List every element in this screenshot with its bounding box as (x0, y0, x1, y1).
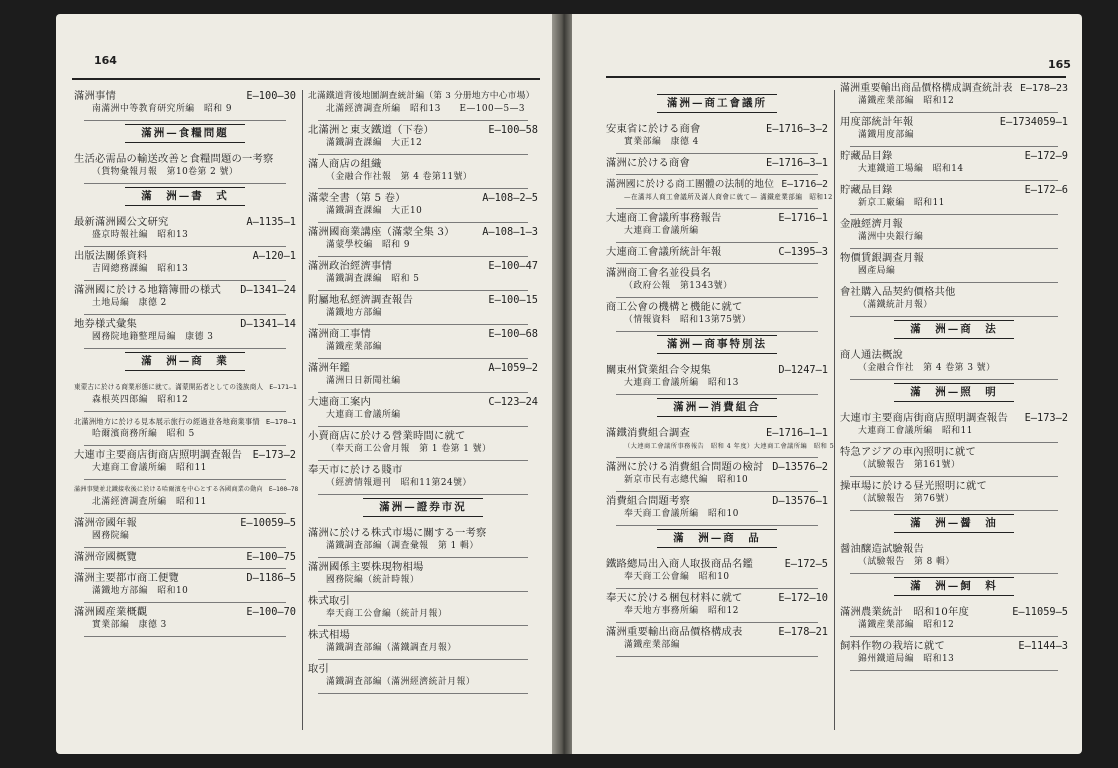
entry-title: 滿洲年鑑 (308, 362, 350, 374)
entry-call-number: C—1395—3 (778, 246, 828, 258)
catalog-entry (74, 153, 296, 179)
entry-publisher: 滿鐵地方部編 昭和10 (92, 586, 189, 596)
left-col-1 (74, 90, 299, 640)
entry-title: 用度部統計年報 (840, 116, 914, 128)
entry-call-number: E—1716—3—2 (766, 123, 828, 135)
entry-title: 北滿鐵道背後地圖調査統計編（第 3 分册地方中心市場） (308, 91, 535, 101)
entry-underline (84, 411, 286, 412)
entry-underline (850, 476, 1058, 477)
entry-underline (850, 146, 1058, 147)
entry-publisher: （金融合作社報 第 4 卷第11號） (326, 172, 473, 182)
entry-publisher: 實業部編 康德 4 (624, 137, 699, 147)
section-heading: 滿洲—證券市況 (363, 498, 483, 517)
catalog-entry (840, 543, 1068, 569)
entry-underline (850, 316, 1058, 317)
catalog-entry (74, 572, 296, 598)
catalog-entry (606, 123, 828, 149)
entry-title: 奉天に於ける梱包材料に就て (606, 592, 743, 604)
entry-call-number: A—108—2—5 (482, 192, 538, 204)
entry-title: 北滿洲と東支鐵道（下卷） (308, 124, 434, 136)
catalog-entry (606, 427, 835, 453)
entry-publisher: 滿鐵調査部編（滿洲經濟統計月報） (326, 677, 476, 687)
entry-publisher: 國產局編 (858, 266, 896, 276)
entry-publisher: 滿鐵産業部編 (624, 640, 680, 650)
catalog-entry (606, 461, 828, 487)
entry-publisher: 滿洲日日新聞社編 (326, 376, 401, 386)
entry-call-number: E—1716—1—1 (766, 427, 828, 439)
entry-publisher: 北滿經濟調査所編 昭和13 E—100—5—3 (326, 104, 526, 114)
top-rule-right (606, 76, 1066, 78)
entry-publisher: 國務院編（統計時報） (326, 575, 420, 585)
catalog-entry (308, 396, 538, 422)
entry-title: 奉天市に於ける賤市 (308, 464, 403, 476)
entry-publisher: 奉天商工公會編 昭和10 (624, 572, 730, 582)
catalog-entry (308, 124, 538, 150)
entry-underline (616, 242, 818, 243)
catalog-entry (840, 446, 1068, 472)
entry-publisher: 實業部編 康德 3 (92, 620, 167, 630)
entry-call-number: E—100—30 (246, 90, 296, 102)
catalog-entry (74, 381, 296, 407)
entry-title: 大連市主要商店街商店照明調查報告 (840, 412, 1008, 424)
catalog-entry (308, 328, 538, 354)
entry-publisher: 大連商工會議所編 昭和11 (92, 463, 207, 473)
entry-call-number: E—100—15 (488, 294, 538, 306)
entry-underline (850, 573, 1058, 574)
entry-title: 滿洲事變並北鐵接收後に於ける哈爾濱を中心とする各國商業の動向 (74, 486, 263, 493)
entry-underline (850, 442, 1058, 443)
entry-publisher: 滿鐵調査課編 大正10 (326, 206, 423, 216)
entry-underline (84, 183, 286, 184)
entry-publisher: 滿洲中央銀行編 (858, 232, 924, 242)
entry-call-number: E—172—9 (1024, 150, 1068, 162)
entry-title: 滿洲主要都市商工便覽 (74, 572, 179, 584)
entry-title: 滿洲國商業講座（滿蒙全集 3） (308, 226, 455, 238)
entry-call-number: D—13576—1 (772, 495, 828, 507)
entry-publisher: 奉天商工會議所編 昭和10 (624, 509, 739, 519)
entry-title: 大連商工案内 (308, 396, 371, 408)
entry-call-number: D—1247—1 (778, 364, 828, 376)
entry-publisher: （奉天商工公會月報 第 1 卷第 1 號） (326, 444, 492, 454)
catalog-entry (308, 294, 538, 320)
entry-publisher: 大連商工會議所編 昭和11 (858, 426, 973, 436)
entry-publisher: 滿鐵地方部編 (326, 308, 382, 318)
entry-publisher: 滿鐵産業部編 昭和12 (858, 96, 955, 106)
entry-call-number: A—1059—2 (488, 362, 538, 374)
entry-publisher: （貨物彙報月報 第10卷第 2 號） (92, 167, 239, 177)
entry-call-number: E—100—78 (268, 486, 299, 493)
entry-title: 滿洲商工事情 (308, 328, 371, 340)
entry-underline (850, 670, 1058, 671)
entry-underline (318, 324, 528, 325)
entry-publisher: 錦州鐵道局編 昭和13 (858, 654, 955, 664)
entry-title: 滿洲國係主要株現物相場 (308, 561, 424, 573)
catalog-entry (74, 517, 296, 543)
right-col-1 (606, 90, 835, 660)
catalog-entry (606, 246, 828, 259)
entry-publisher: 滿鐵産業部編 昭和12 (858, 620, 955, 630)
entry-call-number: E—100—47 (488, 260, 538, 272)
entry-underline (616, 208, 818, 209)
entry-title: 滿洲國に於ける地籍簿冊の様式 (74, 284, 221, 296)
entry-underline (318, 460, 528, 461)
entry-title: 消費組合問題考察 (606, 495, 690, 507)
entry-title: 滿洲事情 (74, 90, 116, 102)
catalog-entry (74, 449, 296, 475)
entry-publisher: 大連商工會議所編 昭和13 (624, 378, 739, 388)
entry-underline (616, 331, 818, 332)
entry-underline (850, 510, 1058, 511)
catalog-entry (606, 301, 828, 327)
entry-underline (318, 188, 528, 189)
catalog-entry (308, 192, 538, 218)
entry-underline (850, 214, 1058, 215)
entry-title: 滿洲國に於ける商工團體の法制的地位 (606, 179, 775, 190)
left-col-2 (308, 90, 538, 697)
entry-call-number: E—1716—2 (781, 179, 828, 190)
entry-call-number: E—1716—1 (778, 212, 828, 224)
entry-call-number: E—10059—5 (240, 517, 296, 529)
entry-title: 東蒙古に於ける商業形態に就て。滿蒙開拓者としての淺族商人 (74, 383, 264, 391)
right-col-2 (840, 82, 1068, 674)
catalog-entry (606, 558, 828, 584)
entry-underline (616, 622, 818, 623)
catalog-entry (74, 250, 296, 276)
entry-call-number: E—1734059—1 (999, 116, 1068, 128)
section-heading: 滿 洲—醤 油 (894, 514, 1014, 533)
column-divider (302, 90, 303, 730)
entry-title: 滿洲重要輸出商品價格構成表 (606, 626, 743, 638)
entry-publisher: 大連鐵道工場編 昭和14 (858, 164, 964, 174)
catalog-entry (840, 349, 1068, 375)
entry-call-number: E—1144—3 (1018, 640, 1068, 652)
entry-title: 鐵路總局出入商人取扱商品名鑑 (606, 558, 753, 570)
entry-call-number: E—11059—5 (1012, 606, 1068, 618)
catalog-entry (840, 606, 1068, 632)
entry-underline (84, 445, 286, 446)
catalog-entry (74, 415, 296, 441)
entry-publisher: 大連商工會議所編 (326, 410, 401, 420)
entry-publisher: 北滿經濟調査所編 昭和11 (92, 497, 207, 507)
entry-title: 生活必需品の輸送改善と食糧問題の一考察 (74, 153, 274, 165)
entry-publisher: 滿鐵調査部編（滿鐵調査月報） (326, 643, 457, 653)
catalog-entry (606, 157, 828, 170)
entry-call-number: A—120—1 (252, 250, 296, 262)
catalog-entry (308, 561, 538, 587)
entry-title: 貯藏品目錄 (840, 150, 893, 162)
entry-underline (318, 659, 528, 660)
entry-call-number: A—1135—1 (246, 216, 296, 228)
entry-underline (318, 154, 528, 155)
entry-title: 大連市主要商店街商店照明調査報告 (74, 449, 242, 461)
entry-underline (850, 112, 1058, 113)
entry-call-number: E—100—68 (488, 328, 538, 340)
entry-underline (616, 525, 818, 526)
entry-title: 關東州貸業組合令規集 (606, 364, 711, 376)
entry-title: 小賣商店に於ける營業時間に就て (308, 430, 466, 442)
entry-call-number: E—172—5 (784, 558, 828, 570)
entry-publisher: 滿鐵調査部編（調査彙報 第 1 輯） (326, 541, 479, 551)
catalog-entry (840, 116, 1068, 142)
entry-underline (850, 248, 1058, 249)
entry-publisher: 吉岡總務課編 昭和13 (92, 264, 189, 274)
entry-title: 株式相場 (308, 629, 350, 641)
catalog-entry (840, 480, 1068, 506)
section-heading: 滿洲—商工會議所 (657, 94, 777, 113)
entry-call-number: E—171—1 (269, 383, 297, 391)
entry-underline (318, 591, 528, 592)
entry-title: 滿人商店の組織 (308, 158, 382, 170)
entry-title: 商人通法概說 (840, 349, 903, 361)
entry-publisher: 國務院地籍整理局編 康德 3 (92, 332, 214, 342)
catalog-entry (308, 629, 538, 655)
entry-title: 滿洲に於ける消費組合問題の檢討 (606, 461, 764, 473)
catalog-entry (74, 284, 296, 310)
top-rule-left (72, 78, 540, 80)
entry-underline (318, 625, 528, 626)
entry-title: 北滿洲地方に於ける見本展示旅行の經過並各地商業事情 (74, 417, 260, 426)
entry-call-number: E—173—2 (252, 449, 296, 461)
catalog-entry (606, 626, 828, 652)
section-heading: 滿洲—食糧問題 (125, 124, 245, 143)
entry-publisher: 森根英四郎編 昭和12 (92, 395, 189, 405)
entry-call-number: E—100—58 (488, 124, 538, 136)
entry-call-number: E—178—21 (778, 626, 828, 638)
entry-underline (84, 314, 286, 315)
entry-title: 金融經濟月報 (840, 218, 903, 230)
entry-title: 取引 (308, 663, 329, 675)
catalog-entry (308, 226, 538, 252)
catalog-entry (308, 464, 538, 490)
catalog-entry (74, 483, 299, 509)
entry-publisher: 新京工廠編 昭和11 (858, 198, 945, 208)
entry-call-number: E—100—70 (246, 606, 296, 618)
entry-underline (84, 479, 286, 480)
entry-publisher: （情報資料 昭和13第75號） (624, 315, 752, 325)
entry-underline (318, 358, 528, 359)
catalog-entry (74, 318, 296, 344)
catalog-entry (840, 218, 1068, 244)
entry-title: 滿洲帝國概覽 (74, 551, 137, 563)
catalog-entry (308, 260, 538, 286)
entry-publisher: 奉天商工公會編（統計月報） (326, 609, 448, 619)
entry-publisher: （金融合作社 第 4 卷第 3 號） (858, 363, 996, 373)
catalog-entry (606, 267, 828, 293)
entry-underline (84, 246, 286, 247)
entry-publisher: 土地局編 康德 2 (92, 298, 167, 308)
entry-title: 出版法關係資料 (74, 250, 148, 262)
entry-underline (318, 120, 528, 121)
entry-call-number: E—1716—3—1 (766, 157, 828, 169)
entry-underline (850, 282, 1058, 283)
entry-call-number: D—1186—5 (246, 572, 296, 584)
catalog-entry (840, 82, 1068, 108)
section-heading: 滿洲—消費組合 (657, 398, 777, 417)
entry-title: 地券様式彙集 (74, 318, 137, 330)
entry-publisher: 奉天地方事務所編 昭和12 (624, 606, 739, 616)
entry-title: 滿洲重要輸出商品價格構成調查統計表 (840, 83, 1013, 94)
entry-underline (318, 256, 528, 257)
entry-underline (84, 636, 286, 637)
entry-title: 操車場に於ける昼光照明に就て (840, 480, 987, 492)
entry-underline (318, 557, 528, 558)
entry-underline (318, 693, 528, 694)
entry-underline (616, 656, 818, 657)
catalog-entry (840, 640, 1068, 666)
entry-title: 飼料作物の栽培に就て (840, 640, 945, 652)
section-heading: 滿 洲—商 業 (125, 352, 245, 371)
entry-publisher: 新京市民有志總代編 昭和10 (624, 475, 749, 485)
entry-underline (84, 513, 286, 514)
entry-underline (318, 290, 528, 291)
entry-title: 附屬地私經濟調査報告 (308, 294, 413, 306)
catalog-entry (840, 252, 1068, 278)
entry-publisher: 南滿洲中等教育研究所編 昭和 9 (92, 104, 233, 114)
entry-call-number: D—13576—2 (772, 461, 828, 473)
entry-call-number: D—1341—24 (240, 284, 296, 296)
entry-title: 商工公會の機構と機能に就て (606, 301, 743, 313)
entry-underline (616, 153, 818, 154)
catalog-entry (840, 286, 1068, 312)
entry-title: 物價賃銀調查月報 (840, 252, 924, 264)
entry-publisher: （試驗報告 第76號） (858, 494, 955, 504)
section-heading: 滿 洲—飼 料 (894, 577, 1014, 596)
catalog-entry (840, 150, 1068, 176)
catalog-entry (606, 592, 828, 618)
entry-underline (616, 491, 818, 492)
entry-title: 大連商工會議所統計年報 (606, 246, 722, 258)
entry-title: 滿洲帝國年報 (74, 517, 137, 529)
catalog-entry (308, 430, 538, 456)
entry-title: 滿洲に於ける株式市場に關する一考察 (308, 527, 487, 539)
section-heading: 滿洲—商事特別法 (657, 335, 777, 354)
entry-underline (318, 392, 528, 393)
entry-call-number: E—172—6 (1024, 184, 1068, 196)
section-heading: 滿 洲—商 法 (894, 320, 1014, 339)
entry-underline (84, 348, 286, 349)
entry-title: 滿洲農業統計 昭和10年度 (840, 606, 969, 618)
entry-publisher: 大連商工會議所編 (624, 226, 699, 236)
entry-publisher: （政府公報 第1343號） (624, 281, 733, 291)
entry-underline (850, 636, 1058, 637)
catalog-entry (308, 158, 538, 184)
catalog-entry (606, 495, 828, 521)
right-page (572, 14, 1082, 754)
entry-underline (84, 280, 286, 281)
entry-publisher: 滿鐵調査課編 昭和 5 (326, 274, 420, 284)
catalog-entry (74, 90, 296, 116)
catalog-entry (74, 216, 296, 242)
entry-publisher: 哈爾濱商務所編 昭和 5 (92, 429, 195, 439)
entry-underline (616, 457, 818, 458)
entry-title: 滿洲に於ける商會 (606, 157, 690, 169)
entry-publisher: 盛京時報社編 昭和13 (92, 230, 189, 240)
section-heading: 滿 洲—商 品 (657, 529, 777, 548)
entry-call-number: E—173—2 (1024, 412, 1068, 424)
entry-publisher: （經濟情報週刊 昭和11第24號） (326, 478, 472, 488)
entry-underline (84, 120, 286, 121)
catalog-entry (308, 527, 538, 553)
page-number-left: 164 (94, 54, 117, 67)
entry-publisher: 滿鐵用度部編 (858, 130, 914, 140)
entry-title: 滿洲商工會名並役員名 (606, 267, 711, 279)
entry-title: 會社購入品契約價格共他 (840, 286, 956, 298)
entry-underline (84, 568, 286, 569)
entry-publisher: （大連商工會議所事務報告 昭和 4 年度）大連商工會議所編 昭和 5 (624, 443, 835, 450)
entry-underline (850, 379, 1058, 380)
entry-underline (318, 494, 528, 495)
entry-underline (616, 588, 818, 589)
entry-title: 特急アジアの車內照明に就て (840, 446, 977, 458)
entry-publisher: 滿鐵調査課編 大正12 (326, 138, 423, 148)
entry-title: 滿鐵消費組合調查 (606, 427, 690, 439)
entry-title: 最新滿洲國公文研究 (74, 216, 169, 228)
catalog-entry (606, 364, 828, 390)
section-heading: 滿 洲—照 明 (894, 383, 1014, 402)
entry-title: 滿洲政治經濟事情 (308, 260, 392, 272)
entry-underline (616, 174, 818, 175)
entry-call-number: E—178—23 (1020, 83, 1068, 94)
entry-call-number: D—1341—14 (240, 318, 296, 330)
entry-title: 貯藏品目錄 (840, 184, 893, 196)
section-heading: 滿 洲—書 式 (125, 187, 245, 206)
entry-title: 滿蒙全書（第 5 卷） (308, 192, 406, 204)
page-number-right: 165 (1048, 58, 1071, 71)
catalog-entry (840, 412, 1068, 438)
entry-publisher: 國務院編 (92, 531, 130, 541)
entry-call-number: A—108—1—3 (482, 226, 538, 238)
entry-publisher: （試驗報告 第161號） (858, 460, 961, 470)
entry-underline (84, 547, 286, 548)
entry-title: 醤油醸造試驗報告 (840, 543, 924, 555)
column-divider (834, 90, 835, 730)
entry-title: 安東省に於ける商會 (606, 123, 701, 135)
catalog-entry (840, 184, 1068, 210)
book-gutter (552, 14, 574, 754)
catalog-entry (74, 606, 296, 632)
entry-underline (616, 297, 818, 298)
catalog-entry (606, 212, 828, 238)
entry-call-number: C—123—24 (488, 396, 538, 408)
left-page (56, 14, 554, 754)
entry-publisher: （試驗報告 第 8 輯） (858, 557, 955, 567)
entry-underline (850, 180, 1058, 181)
entry-title: 滿洲國産業概觀 (74, 606, 148, 618)
catalog-entry (308, 90, 538, 116)
entry-call-number: E—170—1 (265, 417, 297, 426)
entry-call-number: E—172—10 (778, 592, 828, 604)
entry-title: 大連商工會議所事務報告 (606, 212, 722, 224)
entry-call-number: E—100—75 (246, 551, 296, 563)
catalog-entry (308, 362, 538, 388)
catalog-entry (308, 663, 538, 689)
entry-publisher: 滿蒙學校編 昭和 9 (326, 240, 411, 250)
entry-underline (616, 394, 818, 395)
entry-underline (84, 602, 286, 603)
entry-publisher: 滿鐵産業部編 (326, 342, 382, 352)
catalog-entry (308, 595, 538, 621)
entry-publisher: —在滿邦人商工會議所及滿人商會に就て— 滿鐵産業部編 昭和12 (624, 193, 833, 201)
entry-underline (318, 426, 528, 427)
entry-publisher: （滿鐵統計月報） (858, 300, 933, 310)
catalog-entry (606, 178, 833, 204)
entry-underline (616, 263, 818, 264)
entry-title: 株式取引 (308, 595, 350, 607)
catalog-entry (74, 551, 296, 564)
entry-underline (318, 222, 528, 223)
